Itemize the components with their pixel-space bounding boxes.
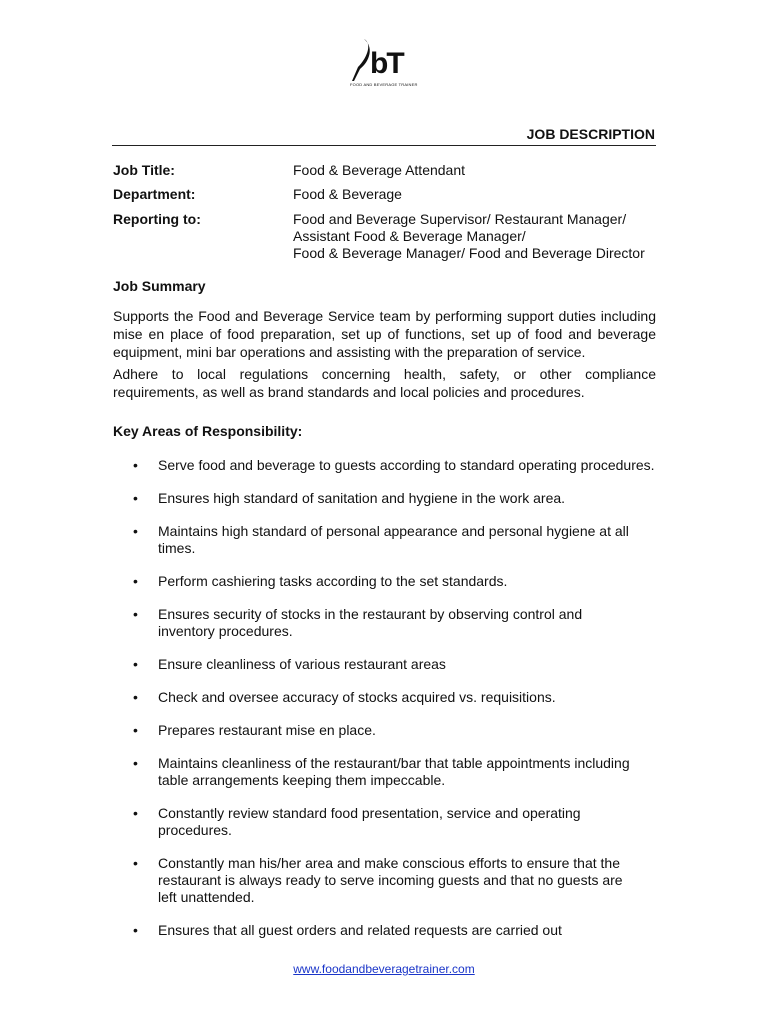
list-item-text: Check and oversee accuracy of stocks acquired vs. requisitions. — [158, 689, 556, 705]
list-item-text: Ensure cleanliness of various restaurant areas — [158, 656, 446, 672]
bullet-icon: • — [133, 523, 138, 539]
list-item — [113, 457, 658, 474]
list-item-text: Serve food and beverage to guests according to standard operating procedures. — [158, 457, 655, 473]
list-item — [113, 805, 658, 839]
heading-rule — [112, 145, 656, 146]
meta-value — [293, 211, 645, 262]
document-heading: JOB DESCRIPTION — [526, 126, 655, 142]
bullet-icon: • — [133, 656, 138, 672]
list-item-text: Prepares restaurant mise en place. — [158, 722, 376, 738]
logo-tagline: FOOD AND BEVERAGE TRAINER — [350, 82, 418, 87]
bullet-icon: • — [133, 457, 138, 473]
list-item-text: Ensures security of stocks in the restaurant by observing control and inventory procedures. — [158, 606, 583, 639]
bullet-icon: • — [133, 606, 138, 622]
list-item — [113, 722, 658, 739]
bullet-icon: • — [133, 722, 138, 738]
list-item-text: Maintains cleanliness of the restaurant/bar that table appointments including table arrangements keeping them impeccable. — [158, 755, 630, 788]
responsibility-list — [113, 457, 673, 955]
list-item — [113, 656, 658, 673]
bullet-icon: • — [133, 805, 138, 821]
meta-label: Department: — [113, 186, 196, 202]
logo-mark: bT — [370, 47, 403, 80]
list-item — [113, 490, 658, 507]
summary-paragraph: Adhere to local regulations concerning health, safety, or other compliance requirements, as well as brand standards and local policies and procedures. — [113, 366, 656, 400]
bullet-icon: • — [133, 922, 138, 938]
bullet-icon: • — [133, 855, 138, 871]
meta-value — [293, 162, 465, 179]
list-item — [113, 573, 658, 590]
bullet-icon: • — [133, 755, 138, 771]
responsibilities-title: Key Areas of Responsibility: — [113, 423, 303, 439]
meta-value-line: Food & Beverage Manager/ Food and Beverage Director — [293, 245, 645, 261]
list-item-text: Constantly man his/her area and make conscious efforts to ensure that the restaurant is always ready to serve incoming guests and that no guests are left unattended. — [158, 855, 623, 905]
list-item-text: Perform cashiering tasks according to the set standards. — [158, 573, 508, 589]
list-item-text: Maintains high standard of personal appearance and personal hygiene at all times. — [158, 523, 629, 556]
bullet-icon: • — [133, 573, 138, 589]
meta-value-line: Food and Beverage Supervisor/ Restaurant Manager/ — [293, 211, 627, 227]
summary-paragraph: Supports the Food and Beverage Service team by performing support duties including mise en place of food preparation, set up of functions, set up of food and beverage equipment, mini bar operations and assisting with the preparation of service. — [113, 308, 656, 360]
list-item-text: Ensures that all guest orders and related requests are carried out — [158, 922, 562, 938]
list-item — [113, 606, 638, 640]
bullet-icon: • — [133, 490, 138, 506]
footer-website-link[interactable]: www.foodandbeveragetrainer.com — [293, 962, 475, 976]
meta-value-line: Assistant Food & Beverage Manager/ — [293, 228, 526, 244]
list-item — [113, 922, 658, 939]
meta-value — [293, 186, 402, 203]
list-item-text: Ensures high standard of sanitation and hygiene in the work area. — [158, 490, 566, 506]
list-item — [113, 755, 638, 789]
list-item — [113, 689, 658, 706]
list-item-text: Constantly review standard food presentation, service and operating procedures. — [158, 805, 581, 838]
meta-value-line: Food & Beverage Attendant — [293, 162, 466, 178]
list-item — [113, 855, 638, 906]
meta-value-line: Food & Beverage — [293, 186, 402, 202]
meta-label: Job Title: — [113, 162, 175, 178]
meta-label: Reporting to: — [113, 211, 201, 227]
list-item — [113, 523, 638, 557]
job-summary-title: Job Summary — [113, 278, 206, 294]
bullet-icon: • — [133, 689, 138, 705]
